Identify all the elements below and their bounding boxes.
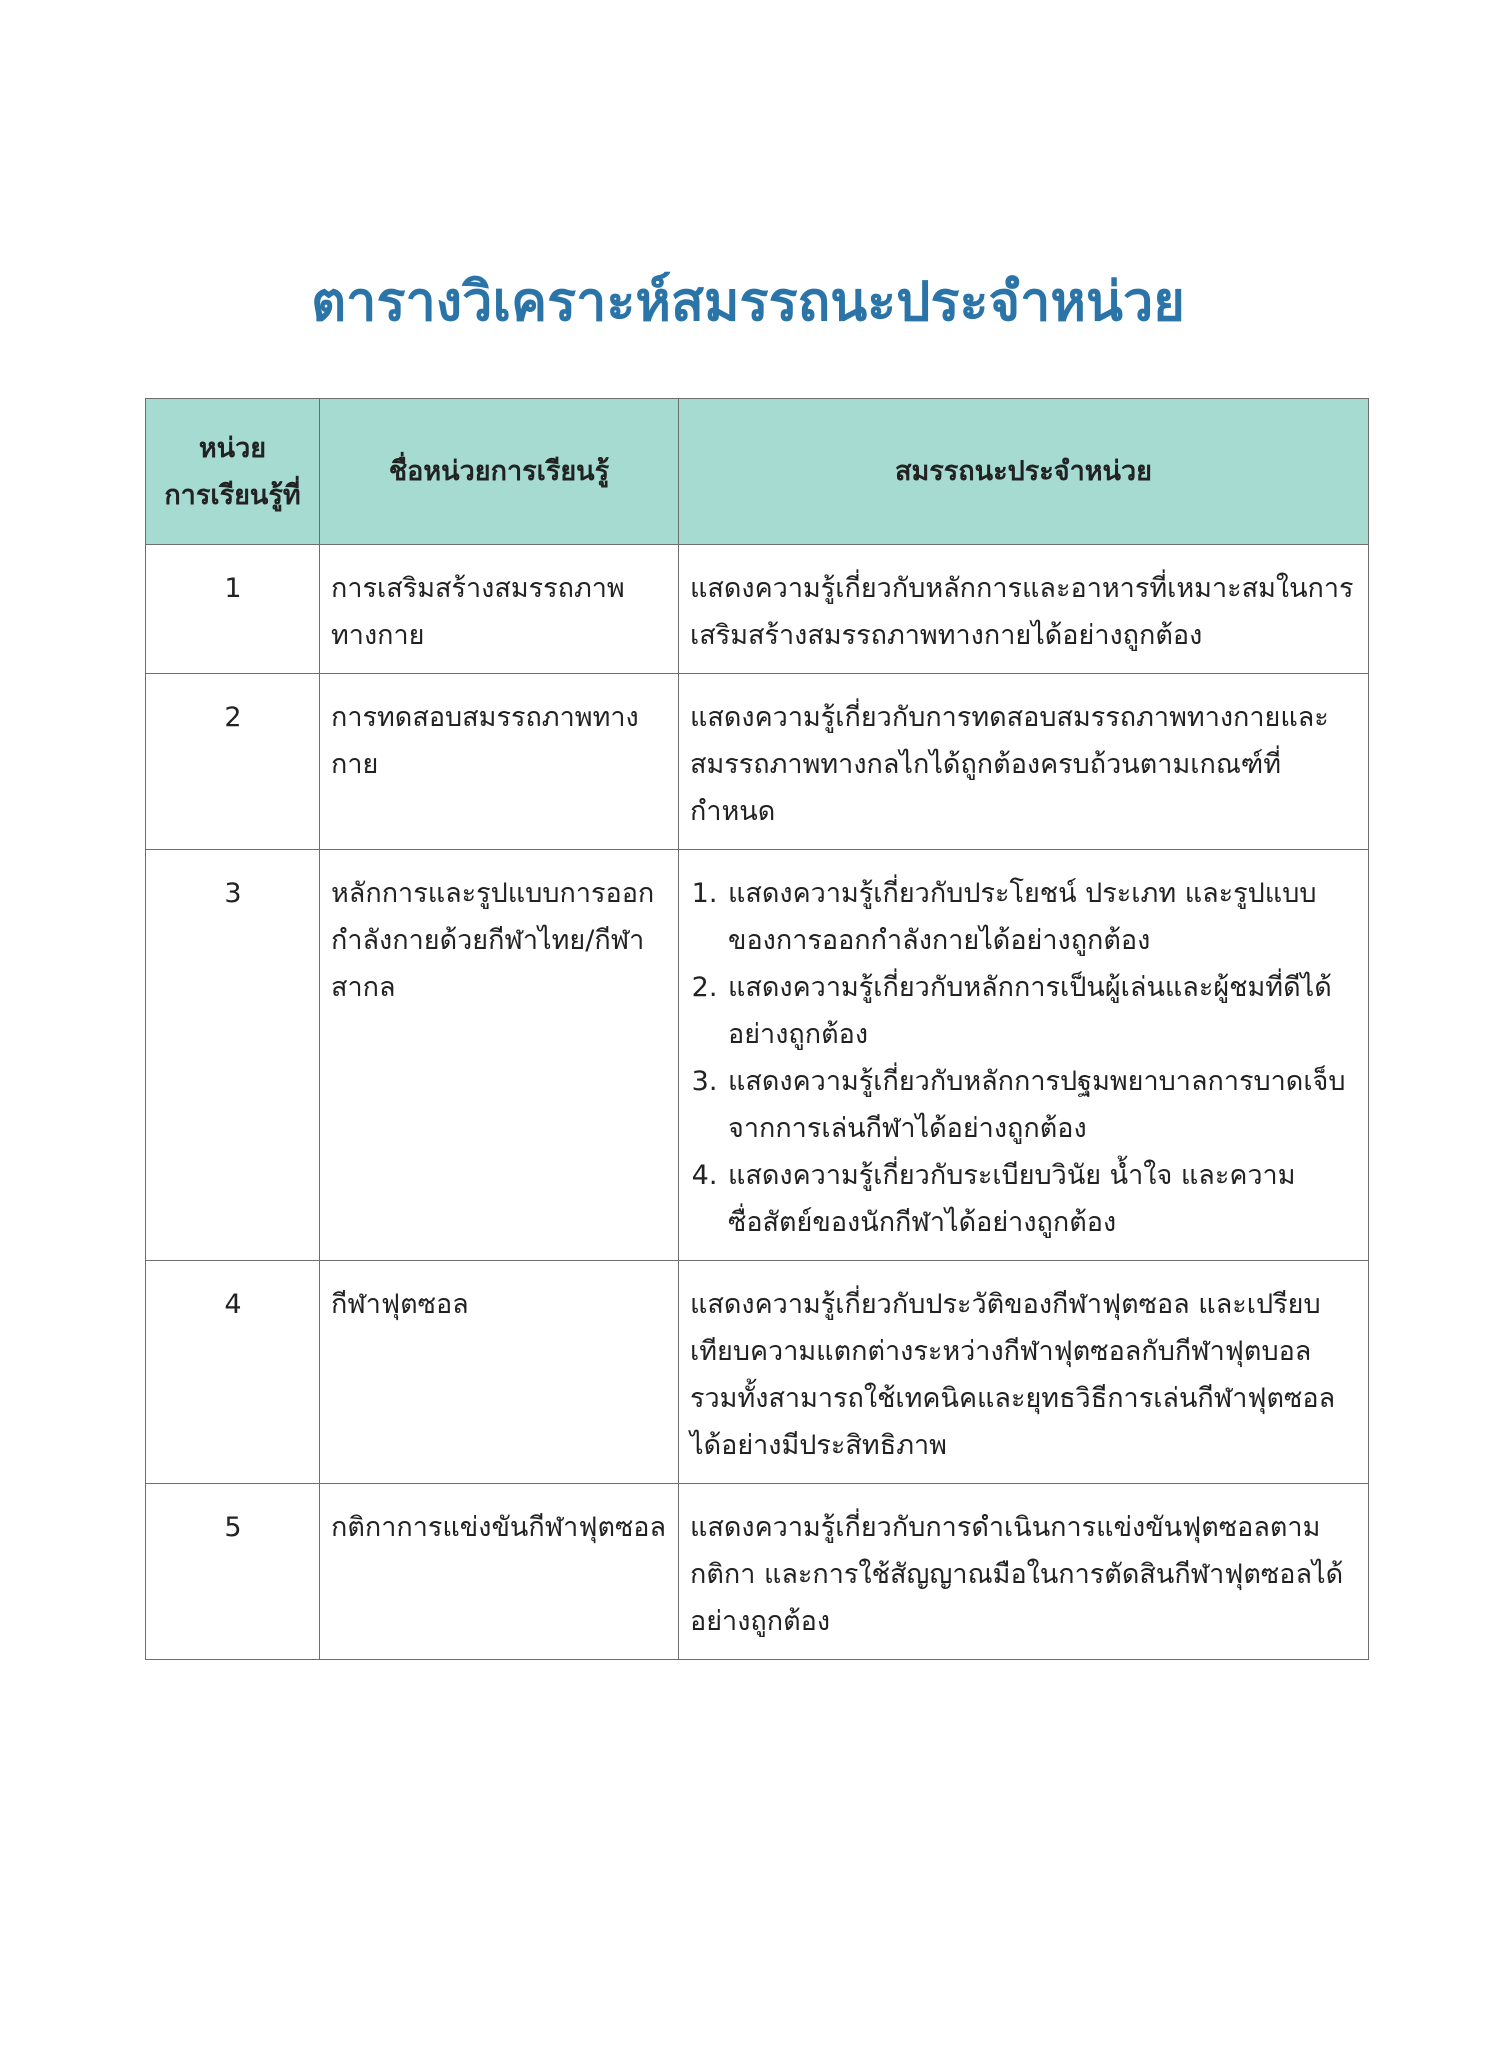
unit-number: 2 [146, 674, 320, 850]
unit-name: การทดสอบสมรรถภาพทางกาย [320, 674, 679, 850]
competency-list-item: 3. แสดงความรู้เกี่ยวกับหลักการปฐมพยาบาลการบาดเจ็บจากการเล่นกีฬาได้อย่างถูกต้อง [726, 1058, 1358, 1152]
header-unit-no-line2: การเรียนรู้ที่ [164, 479, 301, 511]
unit-competency: แสดงความรู้เกี่ยวกับประวัติของกีฬาฟุตซอล และเปรียบเทียบความแตกต่างระหว่างกีฬาฟุตซอลกับกีฬาฟุตบอล รวมทั้งสามารถใช้เทคนิคและยุทธวิธีการเล่นกีฬาฟุตซอลได้อย่างมีประสิทธิภาพ [679, 1261, 1369, 1484]
unit-number: 5 [146, 1484, 320, 1660]
unit-number: 3 [146, 850, 320, 1261]
unit-competency: แสดงความรู้เกี่ยวกับการดำเนินการแข่งขันฟุตซอลตามกติกา และการใช้สัญญาณมือในการตัดสินกีฬาฟุตซอลได้อย่างถูกต้อง [679, 1484, 1369, 1660]
table-header [146, 399, 1369, 545]
header-competency: สมรรถนะประจำหน่วย [679, 399, 1369, 545]
table-row [146, 850, 1369, 1261]
unit-name: กติกาการแข่งขันกีฬาฟุตซอล [320, 1484, 679, 1660]
unit-number: 1 [146, 545, 320, 674]
competency-list [690, 870, 1358, 1246]
header-unit-name: ชื่อหน่วยการเรียนรู้ [320, 399, 679, 545]
unit-competency: แสดงความรู้เกี่ยวกับการทดสอบสมรรถภาพทางกายและสมรรถภาพทางกลไกได้ถูกต้องครบถ้วนตามเกณฑ์ที่กำหนด [679, 674, 1369, 850]
unit-number: 4 [146, 1261, 320, 1484]
header-row [146, 399, 1369, 545]
header-unit-no-line1: หน่วย [198, 432, 267, 464]
table-row [146, 1484, 1369, 1660]
table-body [146, 545, 1369, 1660]
page-title: ตารางวิเคราะห์สมรรถนะประจำหน่วย [311, 270, 1185, 333]
competency-list-item: 4. แสดงความรู้เกี่ยวกับระเบียบวินัย น้ำใจ และความซื่อสัตย์ของนักกีฬาได้อย่างถูกต้อง [726, 1152, 1358, 1246]
unit-competency: แสดงความรู้เกี่ยวกับหลักการและอาหารที่เหมาะสมในการเสริมสร้างสมรรถภาพทางกายได้อย่างถูกต้อง [679, 545, 1369, 674]
unit-name: หลักการและรูปแบบการออกกำลังกายด้วยกีฬาไทย/กีฬาสากล [320, 850, 679, 1261]
table-row [146, 545, 1369, 674]
header-unit-no [146, 399, 320, 545]
competency-table [145, 398, 1369, 1660]
unit-name: กีฬาฟุตซอล [320, 1261, 679, 1484]
competency-list-item: 2. แสดงความรู้เกี่ยวกับหลักการเป็นผู้เล่นและผู้ชมที่ดีได้อย่างถูกต้อง [726, 964, 1358, 1058]
table-row [146, 674, 1369, 850]
unit-competency [679, 850, 1369, 1261]
unit-name: การเสริมสร้างสมรรถภาพทางกาย [320, 545, 679, 674]
competency-list-item: 1. แสดงความรู้เกี่ยวกับประโยชน์ ประเภท และรูปแบบของการออกกำลังกายได้อย่างถูกต้อง [726, 870, 1358, 964]
table-row [146, 1261, 1369, 1484]
